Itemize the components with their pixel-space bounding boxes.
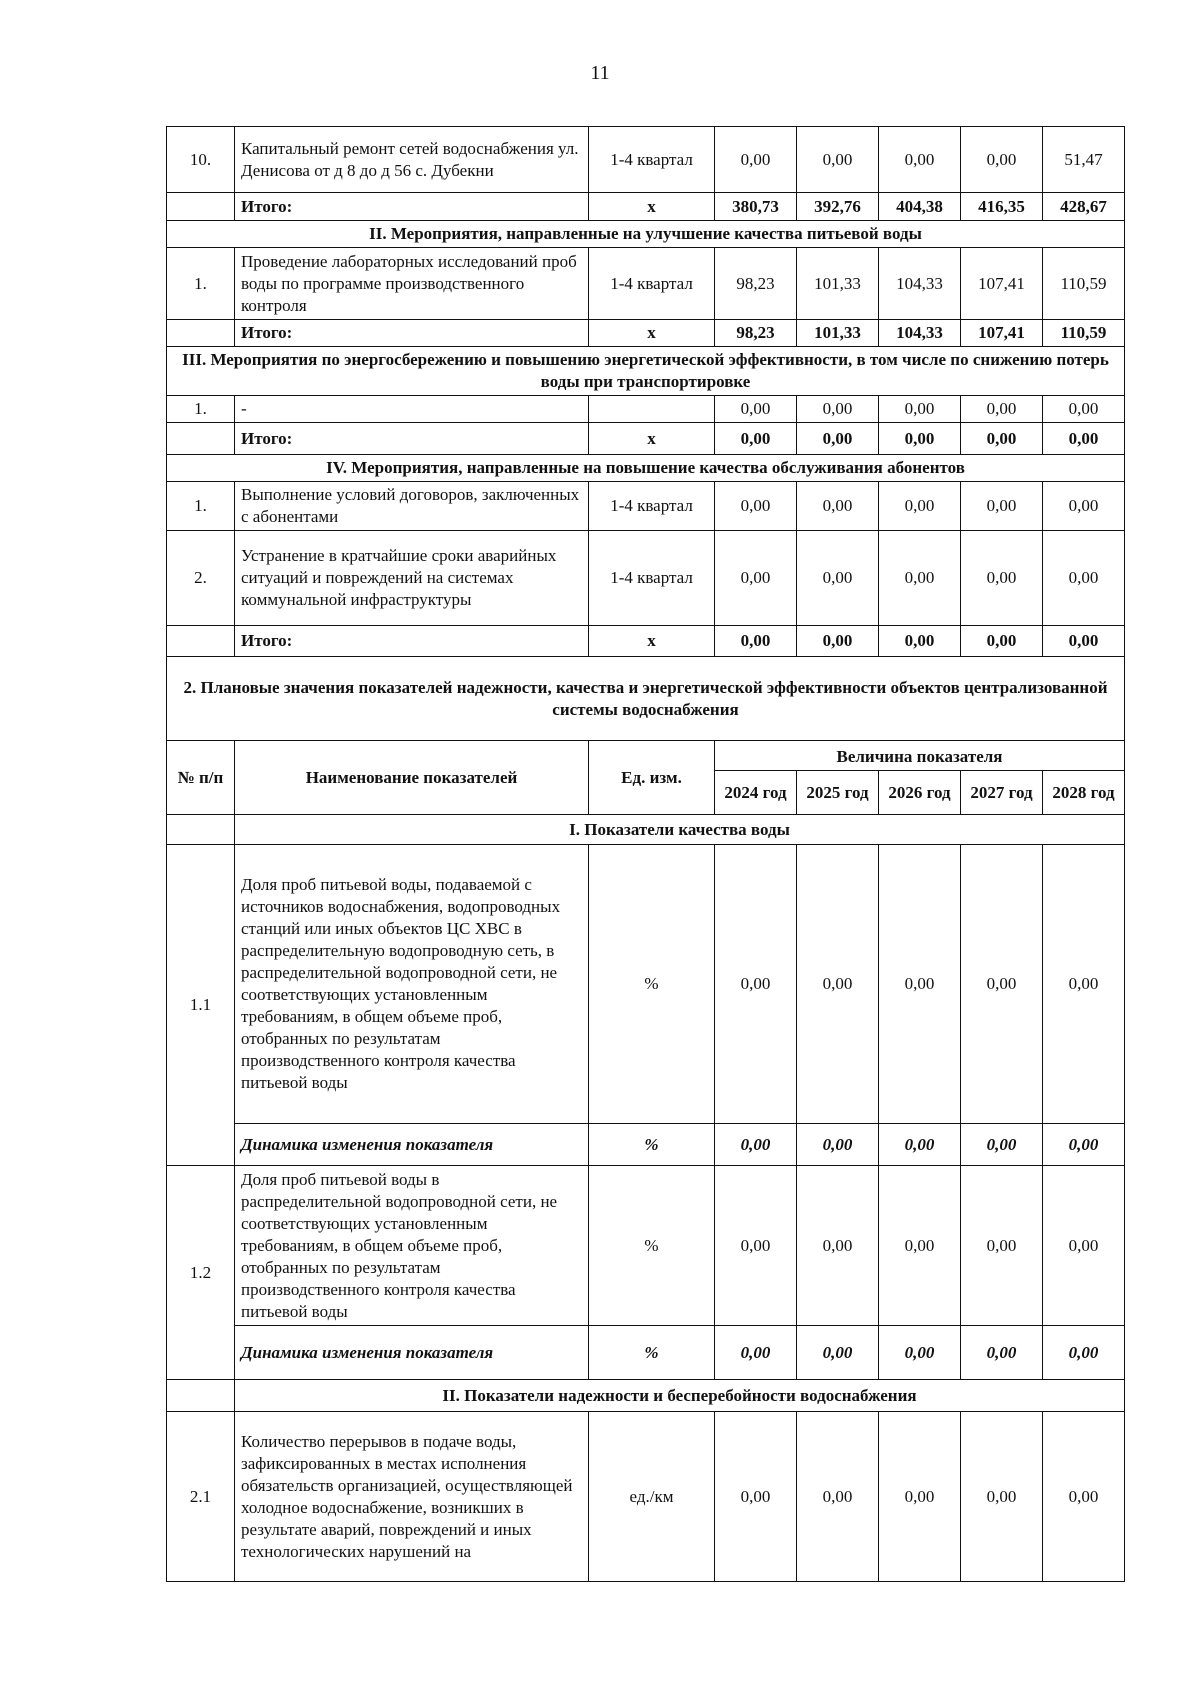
dynamics-value: 0,00 [1043, 1326, 1125, 1380]
value-cell: 0,00 [797, 482, 879, 531]
total-value: 0,00 [715, 626, 797, 657]
section-row [167, 1380, 1125, 1412]
total-x: х [589, 423, 715, 455]
total-value: 0,00 [797, 626, 879, 657]
total-label: Итого: [235, 626, 589, 657]
header-year: 2025 год [797, 771, 879, 815]
value-cell: 0,00 [879, 482, 961, 531]
value-cell: 0,00 [961, 1412, 1043, 1582]
row-name: Устранение в кратчайшие сроки аварийных ситуаций и повреждений на системах коммунальной инфраструктуры [235, 531, 589, 626]
value-cell: 0,00 [879, 127, 961, 193]
row-number: 10. [167, 127, 235, 193]
dynamics-value: 0,00 [1043, 1124, 1125, 1166]
value-cell: 0,00 [1043, 531, 1125, 626]
value-cell: 0,00 [879, 396, 961, 423]
row-name: Проведение лабораторных исследований проб воды по программе производственного контроля [235, 248, 589, 320]
row-number: 1. [167, 396, 235, 423]
row-number: 2.1 [167, 1412, 235, 1582]
value-cell: 0,00 [961, 482, 1043, 531]
value-cell: 0,00 [961, 531, 1043, 626]
dynamics-label: Динамика изменения показателя [235, 1326, 589, 1380]
row-name: - [235, 396, 589, 423]
row-unit: ед./км [589, 1412, 715, 1582]
row-period: 1-4 квартал [589, 531, 715, 626]
value-cell: 0,00 [715, 482, 797, 531]
header-group: Величина показателя [715, 741, 1125, 771]
header-year: 2026 год [879, 771, 961, 815]
table-row [167, 127, 1125, 193]
total-value: 416,35 [961, 193, 1043, 221]
value-cell: 0,00 [961, 845, 1043, 1124]
value-cell: 104,33 [879, 248, 961, 320]
value-cell: 107,41 [961, 248, 1043, 320]
table-row [167, 482, 1125, 531]
row-unit: % [589, 1166, 715, 1326]
total-value: 98,23 [715, 320, 797, 347]
total-value: 0,00 [961, 626, 1043, 657]
value-cell: 0,00 [797, 1166, 879, 1326]
dynamics-row [167, 1124, 1125, 1166]
total-value: 0,00 [961, 423, 1043, 455]
dynamics-value: 0,00 [961, 1124, 1043, 1166]
value-cell: 0,00 [797, 127, 879, 193]
row-name: Капитальный ремонт сетей водоснабжения ул. Денисова от д 8 до д 56 с. Дубекни [235, 127, 589, 193]
row-period: 1-4 квартал [589, 482, 715, 531]
dynamics-value: 0,00 [879, 1326, 961, 1380]
total-row [167, 320, 1125, 347]
value-cell: 0,00 [1043, 396, 1125, 423]
section-row [167, 347, 1125, 396]
table-row [167, 845, 1125, 1124]
total-row [167, 626, 1125, 657]
header-name: Наименование показателей [235, 741, 589, 815]
total-value: 392,76 [797, 193, 879, 221]
total-label: Итого: [235, 320, 589, 347]
value-cell: 0,00 [715, 1166, 797, 1326]
value-cell: 0,00 [715, 127, 797, 193]
dynamics-value: 0,00 [797, 1124, 879, 1166]
dynamics-label: Динамика изменения показателя [235, 1124, 589, 1166]
total-value: 0,00 [797, 423, 879, 455]
section-heading: 2. Плановые значения показателей надежности, качества и энергетической эффективности объектов централизованной системы водоснабжения [167, 657, 1125, 741]
row-period [589, 396, 715, 423]
value-cell: 0,00 [715, 1412, 797, 1582]
value-cell: 0,00 [879, 531, 961, 626]
row-name: Количество перерывов в подаче воды, зафиксированных в местах исполнения обязательств организацией, осуществляющей холодное водоснабжение, возникших в результате аварий, повреждений и иных технологических нарушений на [235, 1412, 589, 1582]
value-cell: 0,00 [797, 845, 879, 1124]
total-value: 110,59 [1043, 320, 1125, 347]
dynamics-value: 0,00 [961, 1326, 1043, 1380]
heading-row [167, 657, 1125, 741]
section-title: III. Мероприятия по энергосбережению и повышению энергетической эффективности, в том числе по снижению потерь воды при транспортировке [167, 347, 1125, 396]
section-title: IV. Мероприятия, направленные на повышение качества обслуживания абонентов [167, 455, 1125, 482]
header-num: № п/п [167, 741, 235, 815]
value-cell: 0,00 [1043, 1412, 1125, 1582]
header-row [167, 741, 1125, 771]
row-number: 1. [167, 482, 235, 531]
header-year: 2028 год [1043, 771, 1125, 815]
row-name: Выполнение условий договоров, заключенных с абонентами [235, 482, 589, 531]
value-cell: 0,00 [1043, 482, 1125, 531]
total-value: 0,00 [1043, 626, 1125, 657]
header-year: 2027 год [961, 771, 1043, 815]
value-cell: 0,00 [879, 1412, 961, 1582]
value-cell: 110,59 [1043, 248, 1125, 320]
section-row [167, 455, 1125, 482]
total-x: х [589, 193, 715, 221]
value-cell: 0,00 [961, 396, 1043, 423]
total-value: 107,41 [961, 320, 1043, 347]
value-cell: 0,00 [715, 396, 797, 423]
table-row [167, 396, 1125, 423]
dynamics-value: 0,00 [879, 1124, 961, 1166]
total-value: 404,38 [879, 193, 961, 221]
total-value: 0,00 [715, 423, 797, 455]
row-period: 1-4 квартал [589, 127, 715, 193]
dynamics-value: 0,00 [715, 1124, 797, 1166]
row-number: 1.1 [167, 845, 235, 1166]
row-number: 1. [167, 248, 235, 320]
value-cell: 0,00 [879, 845, 961, 1124]
table-row [167, 1166, 1125, 1326]
section-row [167, 221, 1125, 248]
value-cell: 0,00 [797, 1412, 879, 1582]
page-number: 11 [590, 62, 610, 84]
value-cell: 0,00 [961, 127, 1043, 193]
dynamics-unit: % [589, 1326, 715, 1380]
dynamics-value: 0,00 [797, 1326, 879, 1380]
section-row [167, 815, 1125, 845]
row-unit: % [589, 845, 715, 1124]
total-x: х [589, 626, 715, 657]
total-value: 104,33 [879, 320, 961, 347]
total-row [167, 423, 1125, 455]
row-name: Доля проб питьевой воды в распределительной водопроводной сети, не соответствующих установленным требованиям, в общем объеме проб, отобранных по результатам производственного контроля качества питьевой воды [235, 1166, 589, 1326]
total-value: 101,33 [797, 320, 879, 347]
header-unit: Ед. изм. [589, 741, 715, 815]
total-value: 0,00 [1043, 423, 1125, 455]
total-x: х [589, 320, 715, 347]
value-cell: 0,00 [1043, 845, 1125, 1124]
table-row [167, 531, 1125, 626]
total-value: 0,00 [879, 626, 961, 657]
total-label: Итого: [235, 193, 589, 221]
total-value: 428,67 [1043, 193, 1125, 221]
value-cell: 101,33 [797, 248, 879, 320]
table-row [167, 248, 1125, 320]
value-cell: 0,00 [797, 396, 879, 423]
value-cell: 0,00 [715, 845, 797, 1124]
row-number: 1.2 [167, 1166, 235, 1380]
value-cell: 51,47 [1043, 127, 1125, 193]
value-cell: 0,00 [797, 531, 879, 626]
header-year: 2024 год [715, 771, 797, 815]
dynamics-unit: % [589, 1124, 715, 1166]
section-title: II. Показатели надежности и бесперебойности водоснабжения [235, 1380, 1125, 1412]
total-row [167, 193, 1125, 221]
total-label: Итого: [235, 423, 589, 455]
program-table [166, 126, 1125, 1582]
row-period: 1-4 квартал [589, 248, 715, 320]
total-value: 0,00 [879, 423, 961, 455]
section-title: II. Мероприятия, направленные на улучшение качества питьевой воды [167, 221, 1125, 248]
value-cell: 0,00 [1043, 1166, 1125, 1326]
value-cell: 0,00 [715, 531, 797, 626]
total-value: 380,73 [715, 193, 797, 221]
table-row [167, 1412, 1125, 1582]
section-title: I. Показатели качества воды [235, 815, 1125, 845]
row-name: Доля проб питьевой воды, подаваемой с источников водоснабжения, водопроводных станций или иных объектов ЦС ХВС в распределительную водопроводную сеть, в распределительной водопроводной сети, не соответствующих установленным требованиям, в общем объеме проб, отобранных по результатам производственного контроля качества питьевой воды [235, 845, 589, 1124]
value-cell: 0,00 [879, 1166, 961, 1326]
value-cell: 98,23 [715, 248, 797, 320]
value-cell: 0,00 [961, 1166, 1043, 1326]
dynamics-value: 0,00 [715, 1326, 797, 1380]
row-number: 2. [167, 531, 235, 626]
dynamics-row [167, 1326, 1125, 1380]
